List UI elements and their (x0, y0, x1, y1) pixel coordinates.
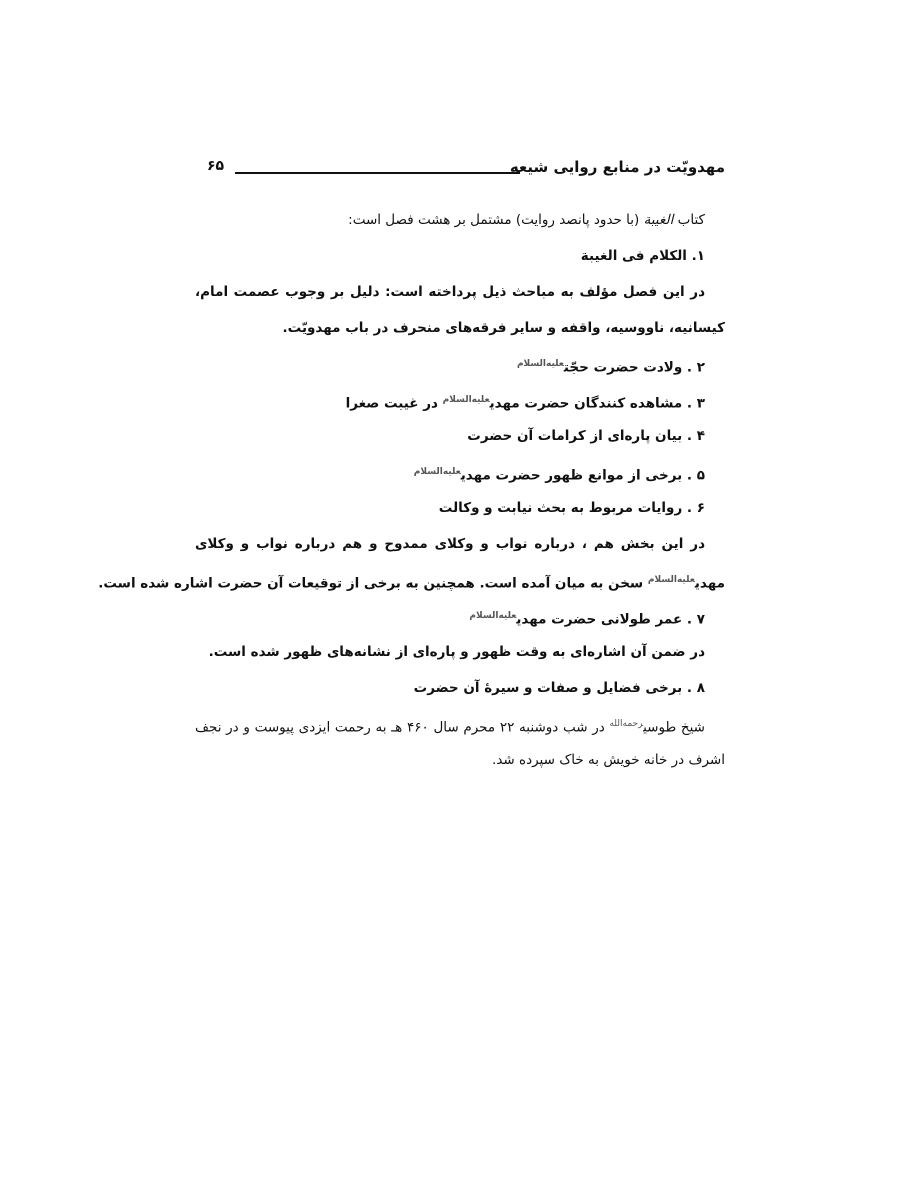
book-title: الغیبة (643, 212, 674, 228)
header-rule (235, 172, 520, 174)
chapter-6-desc-line-2 (98, 562, 725, 598)
honorific-mark: علیه‌السلام (413, 467, 461, 477)
closing-after: در شب دوشنبه ۲۲ محرم سال ۴۶۰ هـ به رحمت ایزدی پیوست و در نجف (195, 719, 610, 736)
chapter-6-desc-before: مهدی (694, 575, 725, 592)
honorific-mark: علیه‌السلام (442, 395, 490, 405)
chapter-8-heading: ۸ . برخی فضایل و صفات و سیرهٔ آن حضرت (413, 680, 705, 696)
chapter-7-text: ۷ . عمر طولانی حضرت مهدی (516, 611, 705, 628)
honorific-mark: رحمه‌الله (609, 719, 644, 729)
chapter-2-text: ۲ . ولادت حضرت حجّت (563, 359, 705, 376)
chapter-5-heading (195, 454, 725, 490)
chapter-1-desc-line-1: در این فصل مؤلف به مباحث ذیل پرداخته است: دلیل بر وجوب عصمت امام، (195, 284, 705, 300)
intro-rest: (با حدود پانصد روایت) مشتمل بر هشت فصل است: (348, 212, 644, 228)
honorific-mark: علیه‌السلام (516, 359, 564, 369)
chapter-7-desc: در ضمن آن اشاره‌ای به وقت ظهور و پاره‌ای از نشانه‌های ظهور شده است. (208, 644, 705, 660)
page-body (98, 202, 725, 778)
chapter-3-text-before: ۳ . مشاهده کنندگان حضرت مهدی (489, 395, 705, 412)
closing-line-1 (195, 706, 725, 742)
chapter-1-desc-line-2: کیسانیه، ناووسیه، واقفه و سایر فرقه‌های منحرف در باب مهدویّت. (282, 320, 725, 336)
header-title: مهدویّت در منابع روایی شیعه (509, 158, 725, 176)
page-number: ۶۵ (207, 158, 225, 174)
chapter-7-heading (195, 598, 725, 634)
honorific-mark: علیه‌السلام (647, 575, 695, 585)
chapter-4-heading: ۴ . بیان پاره‌ای از کرامات آن حضرت (467, 428, 705, 444)
chapter-3-text-after: در غیبت صغرا (345, 395, 443, 412)
closing-line-2: اشرف در خانه خویش به خاک سپرده شد. (492, 752, 725, 768)
chapter-6-heading: ۶ . روایات مربوط به بحث نیابت و وکالت (438, 500, 705, 516)
chapter-3-heading (195, 382, 725, 418)
honorific-mark: علیه‌السلام (469, 611, 517, 621)
running-header (195, 150, 725, 180)
closing-before: شیخ طوسی (643, 719, 705, 736)
chapter-6-desc-after: سخن به میان آمده است. همچنین به برخی از توقیعات آن حضرت اشاره شده است. (98, 575, 648, 592)
intro-prefix: کتاب (673, 212, 705, 228)
chapter-5-text: ۵ . برخی از موانع ظهور حضرت مهدی (460, 467, 705, 484)
intro-line (195, 202, 725, 238)
chapter-1-heading: ۱. الکلام فی الغیبة (580, 248, 705, 264)
chapter-6-desc-line-1: در این بخش هم ، درباره نواب و وکلای ممدوح و هم درباره نواب و وکلای (195, 536, 705, 552)
chapter-2-heading (195, 346, 725, 382)
book-page (98, 150, 725, 778)
